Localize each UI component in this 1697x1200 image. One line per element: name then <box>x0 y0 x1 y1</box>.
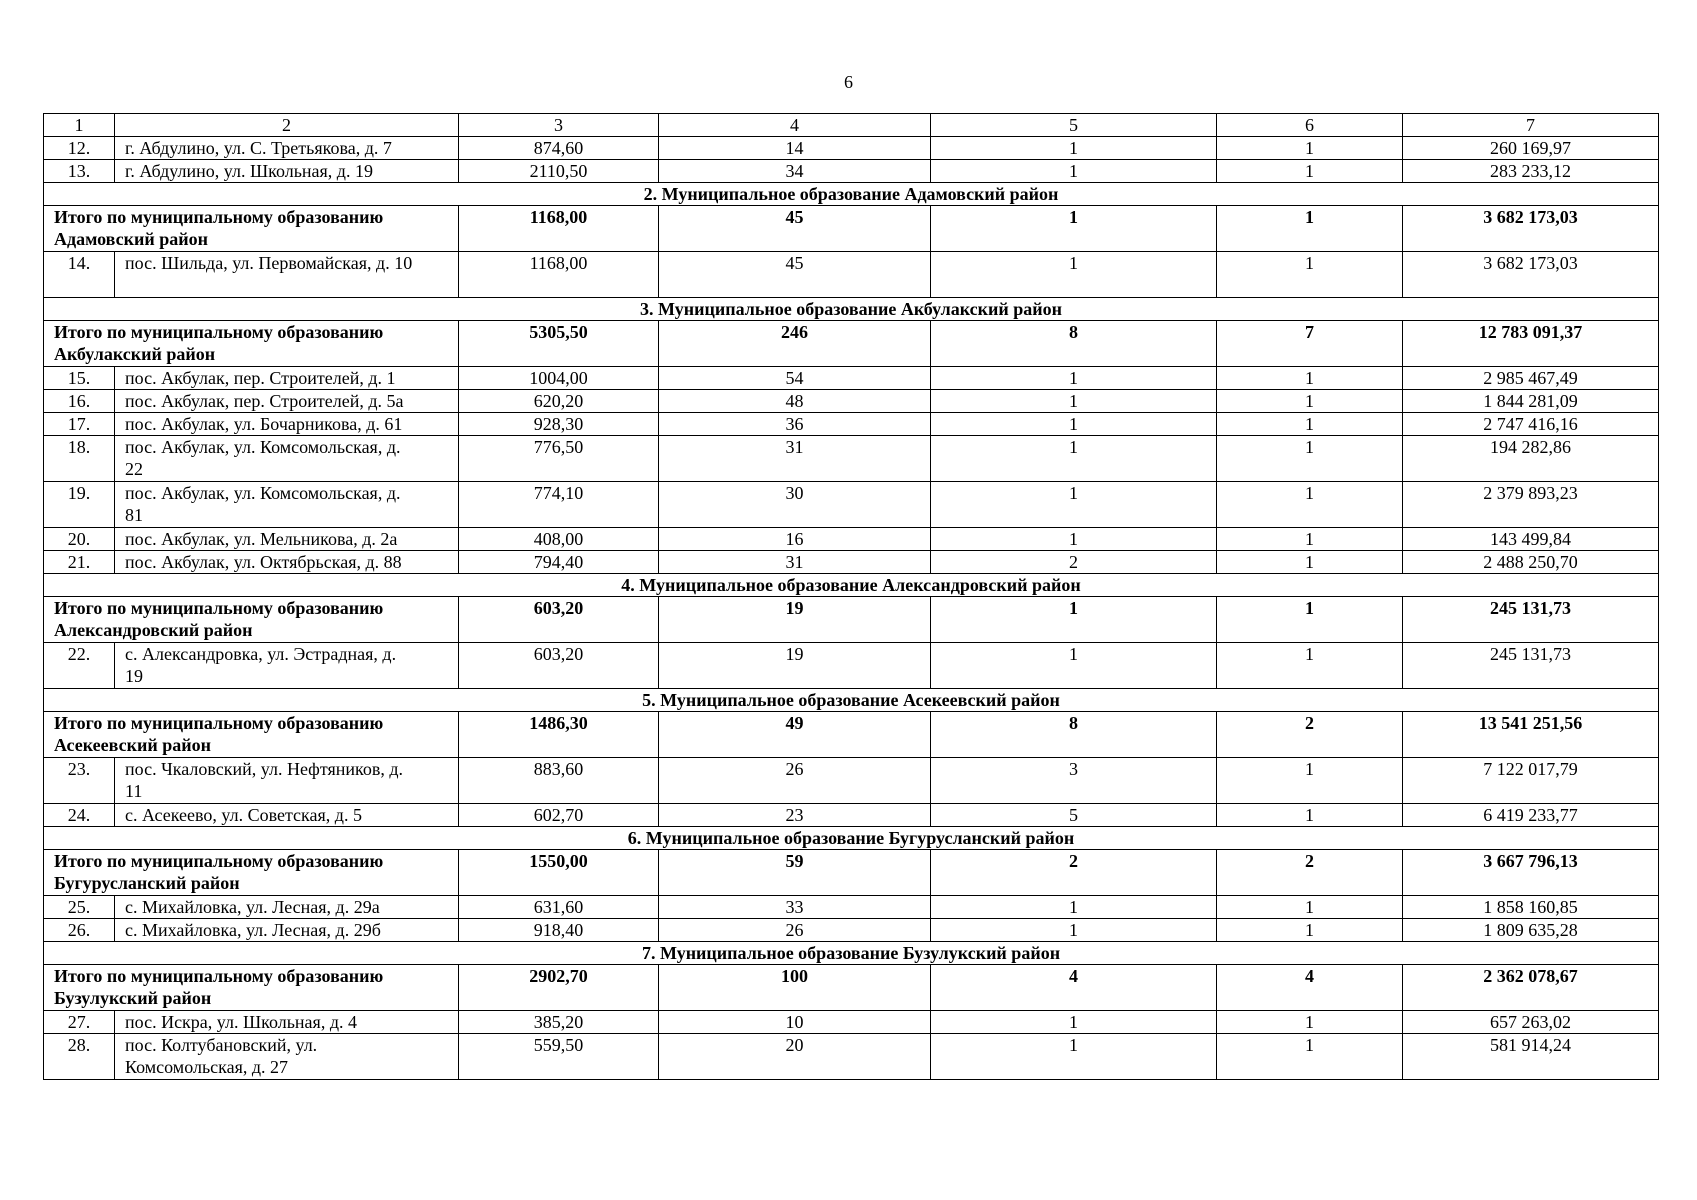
total-col6: 1 <box>1217 597 1403 643</box>
row-col4: 16 <box>659 528 931 551</box>
row-col5: 1 <box>931 643 1217 689</box>
table-row <box>44 919 1659 942</box>
row-col4: 34 <box>659 160 931 183</box>
section-row <box>44 183 1659 206</box>
row-address: пос. Акбулак, пер. Строителей, д. 1 <box>115 367 459 390</box>
row-col4: 10 <box>659 1011 931 1034</box>
row-address: пос. Чкаловский, ул. Нефтяников, д. 11 <box>115 758 459 804</box>
total-area: 2902,70 <box>459 965 659 1011</box>
section-title: 4. Муниципальное образование Александровский район <box>44 574 1659 597</box>
table-row <box>44 413 1659 436</box>
table-row <box>44 758 1659 804</box>
total-col6: 2 <box>1217 712 1403 758</box>
row-number: 18. <box>44 436 115 482</box>
section-title: 3. Муниципальное образование Акбулакский район <box>44 298 1659 321</box>
total-row <box>44 850 1659 896</box>
total-col4: 100 <box>659 965 931 1011</box>
row-amount: 657 263,02 <box>1403 1011 1659 1034</box>
table-row <box>44 1034 1659 1080</box>
row-col6: 1 <box>1217 436 1403 482</box>
row-col6: 1 <box>1217 528 1403 551</box>
table-row <box>44 643 1659 689</box>
row-amount: 260 169,97 <box>1403 137 1659 160</box>
row-col6: 1 <box>1217 413 1403 436</box>
header-cell: 4 <box>659 114 931 137</box>
row-address: пос. Акбулак, ул. Комсомольская, д. 22 <box>115 436 459 482</box>
row-col5: 1 <box>931 160 1217 183</box>
row-col5: 1 <box>931 528 1217 551</box>
row-number: 25. <box>44 896 115 919</box>
total-area: 1168,00 <box>459 206 659 252</box>
row-col4: 19 <box>659 643 931 689</box>
row-amount: 6 419 233,77 <box>1403 804 1659 827</box>
row-area: 620,20 <box>459 390 659 413</box>
row-col5: 1 <box>931 1034 1217 1080</box>
header-cell: 3 <box>459 114 659 137</box>
total-label: Итого по муниципальному образованию Адамовский район <box>44 206 459 252</box>
row-address: пос. Акбулак, ул. Октябрьская, д. 88 <box>115 551 459 574</box>
row-col5: 1 <box>931 252 1217 298</box>
header-cell: 1 <box>44 114 115 137</box>
table-row <box>44 804 1659 827</box>
row-number: 22. <box>44 643 115 689</box>
total-col5: 1 <box>931 206 1217 252</box>
total-area: 5305,50 <box>459 321 659 367</box>
section-row <box>44 827 1659 850</box>
section-row <box>44 942 1659 965</box>
row-amount: 283 233,12 <box>1403 160 1659 183</box>
section-row <box>44 298 1659 321</box>
row-area: 559,50 <box>459 1034 659 1080</box>
row-col6: 1 <box>1217 919 1403 942</box>
row-area: 408,00 <box>459 528 659 551</box>
total-col4: 19 <box>659 597 931 643</box>
row-number: 14. <box>44 252 115 298</box>
row-area: 918,40 <box>459 919 659 942</box>
total-area: 1550,00 <box>459 850 659 896</box>
row-col4: 31 <box>659 551 931 574</box>
row-address: пос. Шильда, ул. Первомайская, д. 10 <box>115 252 459 298</box>
row-col5: 1 <box>931 1011 1217 1034</box>
row-address: с. Александровка, ул. Эстрадная, д. 19 <box>115 643 459 689</box>
total-label: Итого по муниципальному образованию Бузулукский район <box>44 965 459 1011</box>
row-col5: 1 <box>931 436 1217 482</box>
total-amount: 13 541 251,56 <box>1403 712 1659 758</box>
total-amount: 3 667 796,13 <box>1403 850 1659 896</box>
row-area: 385,20 <box>459 1011 659 1034</box>
total-col6: 2 <box>1217 850 1403 896</box>
row-amount: 7 122 017,79 <box>1403 758 1659 804</box>
header-cell: 2 <box>115 114 459 137</box>
row-amount: 245 131,73 <box>1403 643 1659 689</box>
row-col6: 1 <box>1217 367 1403 390</box>
row-col6: 1 <box>1217 1011 1403 1034</box>
total-col6: 7 <box>1217 321 1403 367</box>
row-col5: 1 <box>931 390 1217 413</box>
row-amount: 2 747 416,16 <box>1403 413 1659 436</box>
row-area: 794,40 <box>459 551 659 574</box>
row-amount: 2 488 250,70 <box>1403 551 1659 574</box>
page-number: 6 <box>844 72 853 92</box>
table-row <box>44 252 1659 298</box>
row-col4: 26 <box>659 758 931 804</box>
row-col4: 30 <box>659 482 931 528</box>
row-area: 1004,00 <box>459 367 659 390</box>
row-area: 883,60 <box>459 758 659 804</box>
row-amount: 581 914,24 <box>1403 1034 1659 1080</box>
table-row <box>44 1011 1659 1034</box>
row-number: 20. <box>44 528 115 551</box>
row-number: 13. <box>44 160 115 183</box>
table-row <box>44 551 1659 574</box>
row-number: 19. <box>44 482 115 528</box>
row-number: 24. <box>44 804 115 827</box>
total-col4: 59 <box>659 850 931 896</box>
row-amount: 1 858 160,85 <box>1403 896 1659 919</box>
row-area: 602,70 <box>459 804 659 827</box>
table-row <box>44 390 1659 413</box>
total-col4: 49 <box>659 712 931 758</box>
row-col5: 2 <box>931 551 1217 574</box>
row-amount: 1 809 635,28 <box>1403 919 1659 942</box>
row-number: 27. <box>44 1011 115 1034</box>
table-row <box>44 896 1659 919</box>
row-amount: 1 844 281,09 <box>1403 390 1659 413</box>
section-title: 6. Муниципальное образование Бугурусланский район <box>44 827 1659 850</box>
total-col5: 8 <box>931 712 1217 758</box>
row-col5: 1 <box>931 137 1217 160</box>
row-col6: 1 <box>1217 160 1403 183</box>
row-amount: 3 682 173,03 <box>1403 252 1659 298</box>
row-area: 776,50 <box>459 436 659 482</box>
section-title: 2. Муниципальное образование Адамовский район <box>44 183 1659 206</box>
total-amount: 245 131,73 <box>1403 597 1659 643</box>
row-address: пос. Акбулак, ул. Мельникова, д. 2а <box>115 528 459 551</box>
total-col5: 2 <box>931 850 1217 896</box>
total-col4: 246 <box>659 321 931 367</box>
total-row <box>44 206 1659 252</box>
total-label: Итого по муниципальному образованию Акбулакский район <box>44 321 459 367</box>
row-number: 16. <box>44 390 115 413</box>
row-col4: 54 <box>659 367 931 390</box>
total-col4: 45 <box>659 206 931 252</box>
row-area: 1168,00 <box>459 252 659 298</box>
row-number: 12. <box>44 137 115 160</box>
row-col4: 33 <box>659 896 931 919</box>
row-col5: 1 <box>931 413 1217 436</box>
row-amount: 143 499,84 <box>1403 528 1659 551</box>
row-address: с. Михайловка, ул. Лесная, д. 29а <box>115 896 459 919</box>
row-col5: 5 <box>931 804 1217 827</box>
row-number: 21. <box>44 551 115 574</box>
row-col6: 1 <box>1217 252 1403 298</box>
row-address: г. Абдулино, ул. Школьная, д. 19 <box>115 160 459 183</box>
row-address: пос. Колтубановский, ул. Комсомольская, д. 27 <box>115 1034 459 1080</box>
total-col5: 4 <box>931 965 1217 1011</box>
table-row <box>44 482 1659 528</box>
row-col4: 48 <box>659 390 931 413</box>
section-title: 7. Муниципальное образование Бузулукский район <box>44 942 1659 965</box>
total-label: Итого по муниципальному образованию Бугурусланский район <box>44 850 459 896</box>
row-address: пос. Акбулак, ул. Комсомольская, д. 81 <box>115 482 459 528</box>
row-address: с. Асекеево, ул. Советская, д. 5 <box>115 804 459 827</box>
table-row <box>44 160 1659 183</box>
row-address: с. Михайловка, ул. Лесная, д. 29б <box>115 919 459 942</box>
total-amount: 2 362 078,67 <box>1403 965 1659 1011</box>
housing-table <box>43 113 1659 1080</box>
row-col6: 1 <box>1217 390 1403 413</box>
row-area: 631,60 <box>459 896 659 919</box>
row-col4: 31 <box>659 436 931 482</box>
header-cell: 6 <box>1217 114 1403 137</box>
total-area: 1486,30 <box>459 712 659 758</box>
row-amount: 194 282,86 <box>1403 436 1659 482</box>
section-row <box>44 689 1659 712</box>
row-col6: 1 <box>1217 482 1403 528</box>
total-col5: 8 <box>931 321 1217 367</box>
table-row <box>44 137 1659 160</box>
row-col6: 1 <box>1217 643 1403 689</box>
row-col6: 1 <box>1217 758 1403 804</box>
table-row <box>44 528 1659 551</box>
row-amount: 2 985 467,49 <box>1403 367 1659 390</box>
total-amount: 3 682 173,03 <box>1403 206 1659 252</box>
row-area: 774,10 <box>459 482 659 528</box>
total-row <box>44 321 1659 367</box>
total-label: Итого по муниципальному образованию Александровский район <box>44 597 459 643</box>
row-col4: 45 <box>659 252 931 298</box>
total-area: 603,20 <box>459 597 659 643</box>
total-col6: 4 <box>1217 965 1403 1011</box>
row-area: 874,60 <box>459 137 659 160</box>
row-address: пос. Акбулак, ул. Бочарникова, д. 61 <box>115 413 459 436</box>
row-col5: 1 <box>931 482 1217 528</box>
row-col4: 23 <box>659 804 931 827</box>
total-row <box>44 597 1659 643</box>
row-number: 17. <box>44 413 115 436</box>
total-row <box>44 712 1659 758</box>
row-address: пос. Искра, ул. Школьная, д. 4 <box>115 1011 459 1034</box>
row-col6: 1 <box>1217 804 1403 827</box>
row-col4: 36 <box>659 413 931 436</box>
header-cell: 5 <box>931 114 1217 137</box>
table-row <box>44 367 1659 390</box>
total-col6: 1 <box>1217 206 1403 252</box>
row-area: 928,30 <box>459 413 659 436</box>
row-col5: 1 <box>931 367 1217 390</box>
row-number: 15. <box>44 367 115 390</box>
table-row <box>44 436 1659 482</box>
section-title: 5. Муниципальное образование Асекеевский район <box>44 689 1659 712</box>
total-col5: 1 <box>931 597 1217 643</box>
row-address: г. Абдулино, ул. С. Третьякова, д. 7 <box>115 137 459 160</box>
row-col6: 1 <box>1217 1034 1403 1080</box>
row-col5: 1 <box>931 919 1217 942</box>
row-col4: 26 <box>659 919 931 942</box>
row-area: 603,20 <box>459 643 659 689</box>
row-col4: 20 <box>659 1034 931 1080</box>
row-address: пос. Акбулак, пер. Строителей, д. 5а <box>115 390 459 413</box>
header-cell: 7 <box>1403 114 1659 137</box>
row-amount: 2 379 893,23 <box>1403 482 1659 528</box>
row-col4: 14 <box>659 137 931 160</box>
row-number: 28. <box>44 1034 115 1080</box>
total-row <box>44 965 1659 1011</box>
row-col5: 3 <box>931 758 1217 804</box>
row-col6: 1 <box>1217 551 1403 574</box>
total-amount: 12 783 091,37 <box>1403 321 1659 367</box>
row-area: 2110,50 <box>459 160 659 183</box>
row-col6: 1 <box>1217 896 1403 919</box>
row-number: 23. <box>44 758 115 804</box>
row-col5: 1 <box>931 896 1217 919</box>
header-row <box>44 114 1659 137</box>
total-label: Итого по муниципальному образованию Асекеевский район <box>44 712 459 758</box>
section-row <box>44 574 1659 597</box>
row-col6: 1 <box>1217 137 1403 160</box>
row-number: 26. <box>44 919 115 942</box>
